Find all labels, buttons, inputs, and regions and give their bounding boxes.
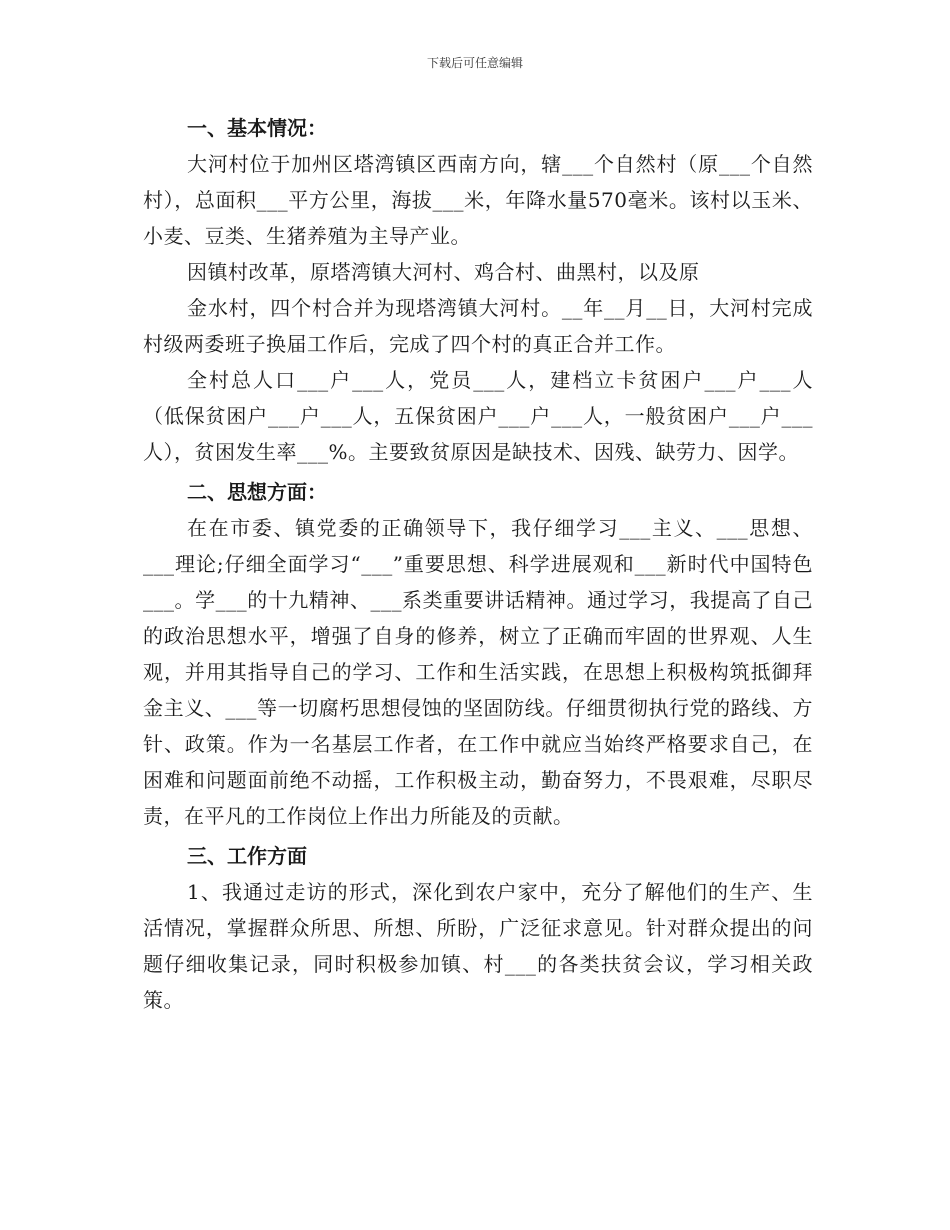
document-body	[143, 110, 813, 1018]
section-heading-thought: 二、思想方面：	[187, 480, 327, 504]
section-heading-basic: 一、基本情况：	[187, 116, 327, 140]
paragraph-work-1: 1、我通过走访的形式，深化到农户家中，充分了解他们的生产、生活情况，掌握群众所思、所想、所盼，广泛征求意见。针对群众提出的问题仔细收集记录，同时积极参加镇、村___的各类扶贫会议，学习相关政策。	[143, 880, 813, 1012]
paragraph-basic-3: 金水村，四个村合并为现塔湾镇大河村。__年__月__日，大河村完成村级两委班子换届工作后，完成了四个村的真正合并工作。	[143, 296, 813, 356]
paragraph-basic-1: 大河村位于加州区塔湾镇区西南方向，辖___个自然村（原___个自然村），总面积___平方公里，海拔___米，年降水量570毫米。该村以玉米、小麦、豆类、生猪养殖为主导产业。	[143, 152, 813, 248]
section-heading-work: 三、工作方面	[187, 844, 307, 868]
paragraph-thought-1: 在在市委、镇党委的正确领导下，我仔细学习___主义、___思想、___理论;仔细全面学习“___”重要思想、科学进展观和___新时代中国特色___。学___的十九精神、___系类重要讲话精神。通过学习，我提高了自己的政治思想水平，增强了自身的修养，树立了正确而牢固的世界观、人生观，并用其指导自己的学习、工作和生活实践，在思想上积极构筑抵御拜金主义、___等一切腐朽思想侵蚀的坚固防线。仔细贯彻执行党的路线、方针、政策。作为一名基层工作者，在工作中就应当始终严格要求自己，在困难和问题面前绝不动摇，工作积极主动，勤奋努力，不畏艰难，尽职尽责，在平凡的工作岗位上作出力所能及的贡献。	[143, 516, 813, 828]
paragraph-basic-4: 全村总人口___户___人，党员___人，建档立卡贫困户___户___人（低保贫困户___户___人，五保贫困户___户___人，一般贫困户___户___人），贫困发生率___%。主要致贫原因是缺技术、因残、缺劳力、因学。	[143, 368, 813, 464]
paragraph-basic-2: 因镇村改革，原塔湾镇大河村、鸡合村、曲黑村，以及原	[187, 260, 700, 284]
page-header: 下载后可任意编辑	[426, 56, 523, 70]
